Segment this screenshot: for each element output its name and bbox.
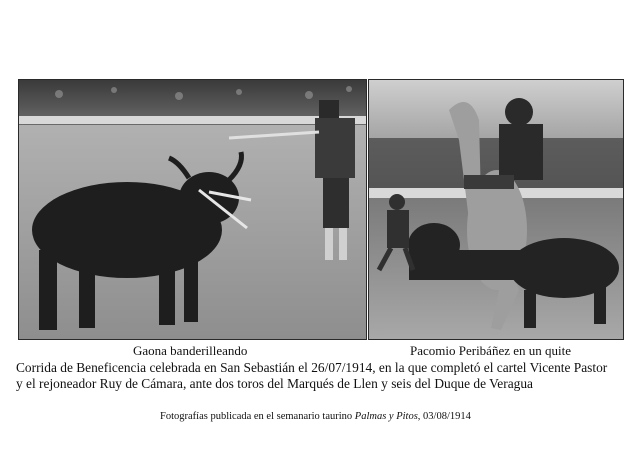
credit-publication: Palmas y Pitos (354, 411, 418, 422)
photo-peribanez-quite (368, 79, 624, 340)
caption-right: Pacomio Peribáñez en un quite (410, 343, 572, 358)
photo-right-image (369, 80, 623, 339)
description-text (16, 360, 628, 392)
description-line-1: Corrida de Beneficencia celebrada en San Sebastián el 26/07/1914, en la que completó el cartel Vicente Pastor (16, 360, 608, 375)
credit-suffix: , 03/08/1914 (417, 411, 471, 422)
caption-left: Gaona banderilleando (133, 343, 248, 358)
photo-left-image (19, 80, 366, 339)
photo-credit (160, 411, 471, 422)
barrier (19, 116, 366, 124)
photo-gaona-banderilleando (18, 79, 367, 340)
description-line-2: y el rejoneador Ruy de Cámara, ante dos toros del Marqués de Llen y seis del Duque de Veragua (16, 376, 533, 391)
credit-prefix: Fotografías publicada en el semanario taurino (160, 411, 353, 422)
